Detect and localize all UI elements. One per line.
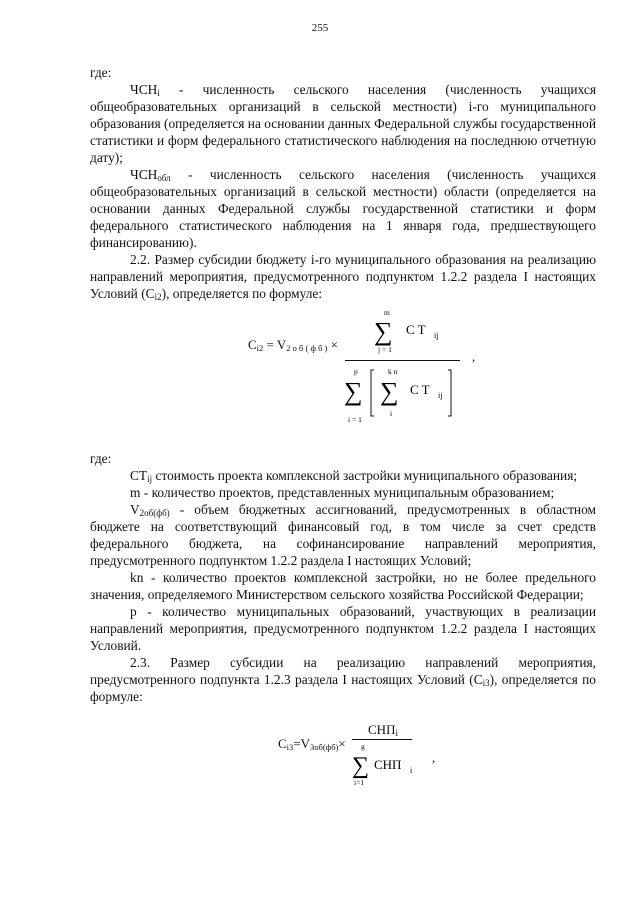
num-upper-limit: m: [384, 308, 390, 317]
formula-ci3-denominator: [352, 741, 432, 791]
definition-v: $V_{2об(фб)}$ - объем бюджетных ассигнований, предусмотренных в областном бюджете на соответствующий финансовый год, в том числе за счет средств федерального бюджета, на софинансирование направлений мероприятия, предусмотренного подпунктом 1.2.2 раздела I настоящих Условий;: [90, 502, 596, 568]
where-label-1: где:: [90, 65, 112, 80]
formula-ci2-numerator: [362, 308, 452, 360]
den-term-sub: i: [410, 766, 413, 775]
den-term: C T: [410, 382, 430, 397]
formula-ci2-lhs: $C_{i2} = V_{2 о б ( ф б )}$ ×: [248, 337, 338, 353]
definition-kn: kn - количество проектов комплексной застройки, но не более предельного значения, определяемого Министерством сельского хозяйства Российской Федерации;: [90, 570, 596, 602]
definition-ct: $CT_{ij}$ стоимость проекта комплексной застройки муниципального образования;: [130, 468, 578, 484]
den-term: СНП: [374, 757, 402, 772]
document-body: [90, 64, 596, 795]
sigma-icon: ∑: [352, 753, 370, 779]
fraction-bar: [345, 360, 460, 361]
den-upper-limit: g: [361, 742, 365, 751]
paragraph-2-3: 2.3. Размер субсидии на реализацию направлений мероприятия, предусмотренного подпункта 1.2.3 раздела I настоящих Условий $(C_{i3})$, определяется по формуле:: [90, 655, 596, 704]
formula-ci2-comma: ,: [472, 349, 476, 364]
den-lower-limit: i=1: [354, 778, 365, 787]
num-term: C T: [406, 322, 426, 337]
formula-ci2: [90, 308, 596, 436]
definition-csn-obl: $ЧСН_{обл}$ - численность сельского населения (численность учащихся общеобразовательных организаций в сельской местности) области (определяется на основании данных Федеральной службы государственной статистики и форм федерального статистического наблюдения на 1 января года, предшествующего финансированию).: [90, 167, 596, 250]
left-bracket-icon: [371, 370, 374, 416]
paragraph-2-2: 2.2. Размер субсидии бюджету i-го муниципального образования на реализацию направлений мероприятия, предусмотренного подпунктом 1.2.2 раздела I настоящих Условий $(C_{i2})$, определяется по формуле:: [90, 252, 596, 302]
sigma-icon: ∑: [374, 317, 393, 346]
den-term-sub: ij: [438, 391, 443, 400]
formula-ci3-lhs: $C_{i3}=V_{3об(фб)}\times$: [278, 736, 346, 752]
formula-ci2-denominator: [344, 366, 464, 426]
den-outer-lower: i = 1: [348, 415, 362, 424]
where-label-2: где:: [90, 451, 112, 466]
page-number: 255: [311, 22, 329, 34]
den-inner-upper: k n: [388, 367, 398, 376]
den-inner-lower: i: [390, 409, 393, 418]
sigma-icon: ∑: [344, 377, 363, 406]
num-term-sub: ij: [434, 331, 439, 340]
fraction-bar: [352, 739, 412, 740]
den-outer-upper: p: [354, 367, 358, 376]
definition-m: m - количество проектов, представленных муниципальным образованием;: [130, 485, 555, 500]
sigma-icon: ∑: [380, 377, 399, 406]
formula-ci3-comma: ,: [432, 750, 436, 765]
definition-p: p - количество муниципальных образований, участвующих в реализации направлений мероприятия, предусмотренного подпунктом 1.2.2 раздела I настоящих Условий.: [90, 604, 596, 653]
formula-ci3-numerator: $СНП_i$: [368, 722, 398, 738]
right-bracket-icon: [448, 370, 451, 416]
num-lower-limit: j = 1: [378, 345, 392, 354]
formula-ci3: [90, 715, 596, 795]
definition-csn-i: $ЧСН_i$ - численность сельского населения (численность учащихся общеобразовательных организаций в сельской местности) i-го муниципального образования (определяется на основании данных Федеральной службы государственной статистики и форм федерального статистического наблюдения на последнюю отчетную дату);: [90, 82, 596, 165]
